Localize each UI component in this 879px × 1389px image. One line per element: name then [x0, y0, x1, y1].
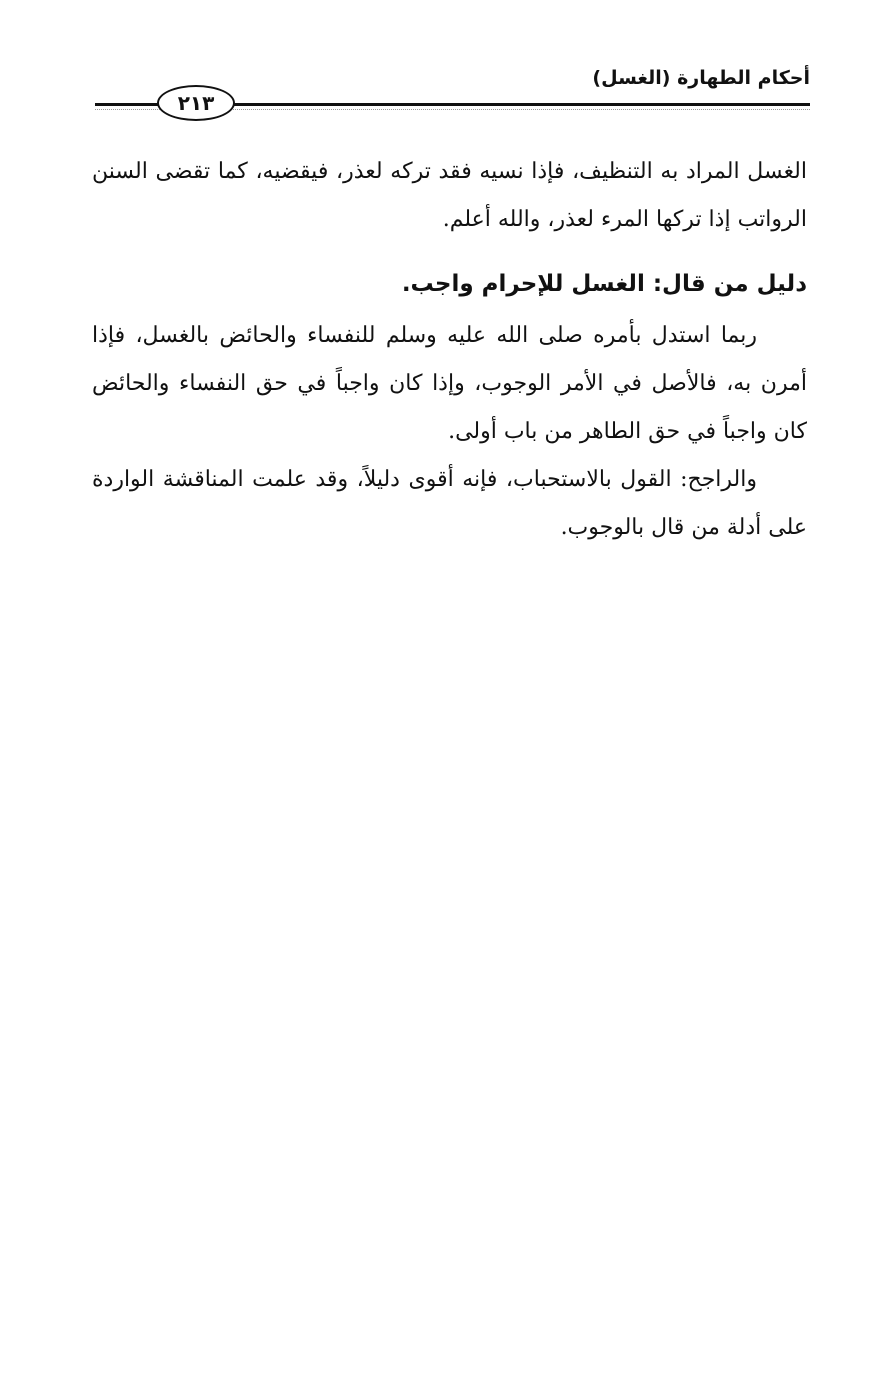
book-title: أحكام الطهارة (الغسل): [592, 67, 810, 89]
page-number: ٢١٣: [157, 85, 235, 121]
section-heading: دليل من قال: الغسل للإحرام واجب.: [401, 271, 807, 297]
running-header: [95, 60, 810, 120]
body-text: [92, 148, 807, 552]
paragraph-continuation: الغسل المراد به التنظيف، فإذا نسيه فقد تركه لعذر، فيقضيه، كما تقضى السنن الرواتب إذا تركها المرء لعذر، والله أعلم.: [92, 159, 807, 232]
paragraph-evidence: ربما استدل بأمره صلى الله عليه وسلم للنفساء والحائض بالغسل، فإذا أمرن به، فالأصل في الأمر الوجوب، وإذا كان واجباً في حق النفساء والحائض كان واجباً في حق الطاهر من باب أولى.: [92, 323, 807, 444]
paragraph-preferred-view: والراجح: القول بالاستحباب، فإنه أقوى دليلاً، وقد علمت المناقشة الواردة على أدلة من قال بالوجوب.: [92, 467, 807, 540]
